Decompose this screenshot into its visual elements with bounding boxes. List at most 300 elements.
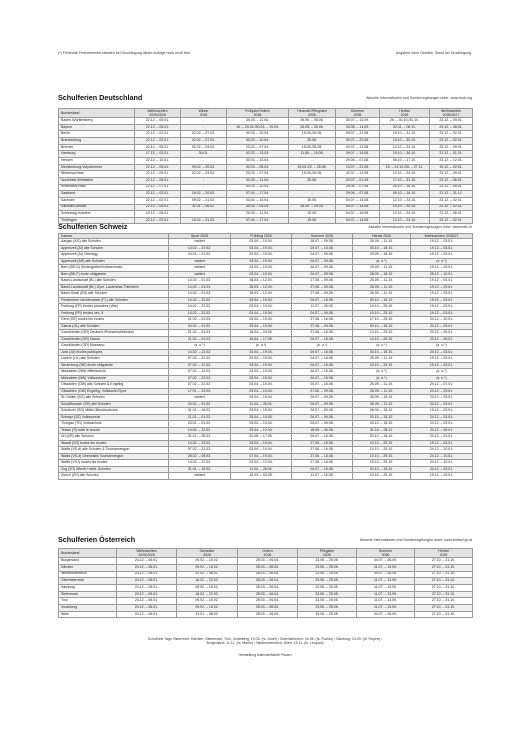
holiday-dates-cell: 19.12. – 03.01.: [411, 284, 473, 291]
holiday-dates-cell: 30.03. – 11.04.: [227, 177, 289, 184]
holiday-dates-cell: 09.02. – 15.02.: [177, 598, 238, 605]
holiday-dates-cell: 21.12. – 02.01.: [430, 204, 473, 211]
holiday-dates-cell: 03.10. – 18.10.: [353, 421, 411, 428]
holiday-dates-cell: 27.10. – 31.10.: [415, 598, 473, 605]
footnote-line: Schulfreie Tage Österreich: Kärnten, Steiermark, Tirol, Vorarlberg: 19.03. (hl. Josef) / Oberösterreich: 04.05. (hl. Florian) / Salzburg: 24.09. (hl. Rupert) /: [147, 637, 383, 641]
table-row: [59, 151, 473, 158]
header-label: 2026: [263, 553, 272, 558]
holiday-dates-cell: 03.04. – 19.04.: [231, 245, 292, 252]
holiday-dates-cell: 26.05. – 05.06.: [289, 118, 336, 125]
holiday-dates-cell: (s. u.*): [411, 375, 473, 382]
holiday-dates-cell: -: [181, 124, 227, 131]
holiday-dates-cell: 07.02. – 22.02.: [169, 362, 231, 369]
switzerland-info-link[interactable]: Aktuelle Informationen und Sonderregelungen unter: www.edk.ch: [368, 225, 472, 230]
holiday-dates-cell: 02.11. – 06.11.: [380, 124, 430, 131]
holiday-dates-cell: 23.05. – 25.05.: [298, 605, 357, 612]
holiday-dates-cell: 23.12. – 02.01.: [430, 217, 473, 224]
holiday-dates-cell: 14.02. – 22.02.: [169, 349, 231, 356]
austria-header-row: [59, 549, 473, 558]
holiday-dates-cell: 27.06. – 16.08.: [292, 460, 353, 467]
switzerland-section-header: [58, 223, 472, 230]
holiday-dates-cell: 30.01.: [181, 151, 227, 158]
holiday-dates-cell: 03.04. – 19.04.: [231, 447, 292, 454]
holiday-dates-cell: 11.07. – 13.09.: [357, 598, 415, 605]
holiday-dates-cell: 15.05.: [289, 197, 336, 204]
table-row: [59, 473, 473, 480]
holiday-dates-cell: 02.02. – 03.02.: [181, 144, 227, 151]
holiday-dates-cell: 24.01. – 01.02.: [169, 252, 231, 259]
holiday-dates-cell: 23.12. – 08.01.: [430, 184, 473, 191]
header-label: Winter: [198, 109, 209, 113]
region-name-cell: St. Gallen (SG) alle Schulen: [59, 395, 169, 402]
holiday-dates-cell: 22.12. – 10.01.: [135, 158, 181, 165]
holiday-dates-cell: 19.10. – 30.10.: [380, 151, 430, 158]
region-name-cell: Saarland: [59, 191, 135, 198]
holiday-dates-cell: (s. u.*): [169, 343, 231, 350]
holiday-dates-cell: 04.07. – 16.08.: [292, 369, 353, 376]
holiday-dates-cell: 11.07. – 13.09.: [357, 591, 415, 598]
holiday-dates-cell: 03.04. – 19.04.: [231, 440, 292, 447]
header-label: Semester: [199, 549, 215, 553]
region-name-cell: Wallis (VS-d) Oberwallis Touristenregion: [59, 453, 169, 460]
header-label: 2026: [199, 113, 208, 118]
holiday-dates-cell: 15.10. – 25.10.: [353, 460, 411, 467]
region-name-cell: Fürstentum Liechtenstein (FL) alle Schulen: [59, 297, 169, 304]
holiday-dates-cell: 23.12. – 02.01.: [430, 138, 473, 145]
holiday-dates-cell: 09.02. – 15.02.: [177, 558, 238, 565]
holiday-dates-cell: 24.12. – 06.01.: [117, 605, 177, 612]
holiday-dates-cell: 04.07. – 09.08.: [292, 265, 353, 272]
holiday-dates-cell: 02.07. – 12.08.: [336, 171, 380, 178]
holiday-dates-cell: 19.12. – 03.01.: [411, 239, 473, 246]
holiday-dates-cell: (s. u.*): [411, 369, 473, 376]
holiday-dates-cell: -: [289, 158, 336, 165]
header-label: Ostern: [262, 549, 273, 553]
holiday-dates-cell: (s. u.*): [353, 258, 411, 265]
holiday-dates-cell: 24.12. – 06.01.: [117, 584, 177, 591]
holiday-dates-cell: 05.10. – 16.10.: [380, 191, 430, 198]
table-row: [59, 564, 473, 571]
region-name-cell: Nidwalden (NW) Volksschule: [59, 375, 169, 382]
region-name-cell: Salzburg: [59, 584, 117, 591]
region-name-cell: Baden-Württemberg: [59, 118, 135, 125]
holiday-dates-cell: 28.03. – 06.04.: [238, 564, 298, 571]
header-label: 2026: [381, 553, 390, 558]
holiday-dates-cell: 31.01. – 16.02.: [169, 408, 231, 415]
table-row: [59, 138, 473, 145]
germany-title: Schulferien Deutschland: [58, 93, 143, 102]
holiday-dates-cell: 26.03. – 11.04.: [227, 211, 289, 218]
holiday-dates-cell: 24.12. – 06.01.: [117, 591, 177, 598]
header-label: Sommer: [378, 549, 393, 553]
region-name-cell: Basel-Landschaft (BL) alle Schulen: [59, 278, 169, 285]
holiday-dates-cell: 07.02. – 22.02.: [169, 369, 231, 376]
holiday-dates-cell: variiert: [169, 473, 231, 480]
holiday-dates-cell: 23.12. – 06.01.: [430, 177, 473, 184]
holiday-dates-cell: 23.03. – 07.04.: [227, 144, 289, 151]
holiday-dates-cell: 03.04. – 19.04.: [231, 323, 292, 330]
holiday-dates-cell: 24.12. – 03.01.: [411, 421, 473, 428]
holiday-dates-cell: 25.04. – 10.05.: [231, 414, 292, 421]
holiday-dates-cell: 30.03. – 10.04.: [227, 138, 289, 145]
holiday-dates-cell: 24.12. – 06.01.: [117, 571, 177, 578]
region-name-cell: Solothurn (SO) Mittel-/Berufsschulen: [59, 408, 169, 415]
holiday-dates-cell: 26.09. – 11.10.: [353, 356, 411, 363]
austria-column-header: [59, 549, 117, 558]
holiday-dates-cell: variiert: [169, 239, 231, 246]
holiday-dates-cell: 23.05. – 25.05.: [298, 571, 357, 578]
holiday-dates-cell: 27.10. – 31.10.: [415, 611, 473, 618]
holiday-dates-cell: 04.07. – 14.08.: [336, 197, 380, 204]
holiday-dates-cell: 24.12. – 08.01.: [430, 124, 473, 131]
holiday-dates-cell: 24.12. – 03.01.: [411, 388, 473, 395]
region-name-cell: Hamburg: [59, 151, 135, 158]
holiday-dates-cell: 04.07. – 16.08.: [292, 375, 353, 382]
holiday-dates-cell: 24.01. – 01.02.: [169, 421, 231, 428]
holiday-dates-cell: 22.12. – 02.01.: [135, 138, 181, 145]
holiday-dates-cell: 24.12. – 10.01.: [411, 447, 473, 454]
header-label: 2025/2026: [138, 553, 155, 558]
holiday-dates-cell: 19.12. – 03.01.: [411, 278, 473, 285]
holiday-dates-cell: (s. u.*): [292, 343, 353, 350]
holiday-dates-cell: 24.12. – 03.01.: [411, 401, 473, 408]
holiday-dates-cell: 10.10. – 25.10.: [353, 440, 411, 447]
holiday-dates-cell: 31.01. – 08.02.: [169, 434, 231, 441]
holiday-dates-cell: 27.06. – 09.08.: [292, 284, 353, 291]
holiday-dates-cell: 10.10. – 25.10.: [353, 362, 411, 369]
holiday-dates-cell: 04.07. – 16.08.: [292, 297, 353, 304]
holiday-dates-cell: 27.10. – 31.10.: [415, 578, 473, 585]
holiday-dates-cell: 21.12. – 01.01.: [430, 151, 473, 158]
header-label: Bundesland: [61, 551, 80, 556]
holiday-dates-cell: 19.12. – 03.01.: [411, 362, 473, 369]
holiday-dates-cell: 30.03. – 04.04.: [227, 204, 289, 211]
holiday-dates-cell: 03.08. – 14.09.: [336, 124, 380, 131]
region-name-cell: Brandenburg: [59, 138, 135, 145]
holiday-dates-cell: 09.07. – 19.08.: [336, 151, 380, 158]
germany-holiday-table: [58, 108, 473, 224]
holiday-dates-cell: 26.09. – 11.10.: [353, 284, 411, 291]
austria-column-header: [357, 549, 415, 558]
holiday-dates-cell: 25.12. – 10.01.: [411, 271, 473, 278]
holiday-dates-cell: 27.06. – 16.08.: [292, 317, 353, 324]
holiday-dates-cell: 04.07. – 09.08.: [292, 258, 353, 265]
table-row: [59, 197, 473, 204]
holiday-dates-cell: 10.10. – 25.10.: [353, 336, 411, 343]
holiday-dates-cell: 02.03. – 13.03.: [227, 151, 289, 158]
region-name-cell: Burgenland: [59, 558, 117, 565]
germany-table-body: [59, 118, 473, 224]
holiday-dates-cell: 28.03. – 06.04.: [238, 558, 298, 565]
holiday-dates-cell: (s. u.*): [411, 258, 473, 265]
holiday-dates-cell: 03.04. – 19.04.: [231, 369, 292, 376]
region-name-cell: Uri (UR) alle Schulen: [59, 434, 169, 441]
holiday-dates-cell: 11.04. – 26.04.: [231, 466, 292, 473]
holiday-dates-cell: 16.02. – 21.02.: [181, 217, 227, 224]
header-label: Frühjahr/Ostern: [245, 109, 270, 113]
table-row: [59, 584, 473, 591]
region-name-cell: Appenzell (AI) alle Schulen: [59, 245, 169, 252]
header-label: 2025/2026: [149, 113, 166, 118]
holiday-dates-cell: 04.07. – 09.08.: [292, 414, 353, 421]
holiday-dates-cell: 23.12. – 09.01.: [430, 144, 473, 151]
holiday-dates-cell: 12.10. – 24.10.: [380, 217, 430, 224]
holiday-dates-cell: 22.12. – 05.01.: [135, 164, 181, 171]
holiday-dates-cell: 12.10. – 24.10.: [380, 144, 430, 151]
holiday-dates-cell: 24.12. – 06.01.: [117, 598, 177, 605]
table-row: [59, 598, 473, 605]
holiday-dates-cell: 26.09. – 18.10.: [353, 408, 411, 415]
holiday-dates-cell: 03.04. – 19.04.: [231, 252, 292, 259]
region-name-cell: Hessen: [59, 158, 135, 165]
holiday-dates-cell: 03.04. – 19.04.: [231, 317, 292, 324]
holiday-dates-cell: 19.12. – 03.01.: [411, 297, 473, 304]
table-row: [59, 191, 473, 198]
holiday-dates-cell: 24.12. – 03.01.: [411, 349, 473, 356]
holiday-dates-cell: 22.12. – 02.01.: [135, 191, 181, 198]
header-label: Herbst: [438, 549, 449, 553]
region-name-cell: Zürich (ZH) alle Schulen: [59, 473, 169, 480]
holiday-dates-cell: 23.12. – 05.01.: [411, 330, 473, 337]
header-label: Herbst: [399, 109, 410, 113]
germany-section-header: [58, 94, 472, 101]
holiday-dates-cell: 03.04. – 12.04.: [231, 460, 292, 467]
holiday-dates-cell: 03.04. – 19.04.: [231, 395, 292, 402]
header-label: 2026: [203, 553, 211, 558]
region-name-cell: Freiburg (FR) écoles sec. II: [59, 310, 169, 317]
holiday-dates-cell: 09.07. – 22.08.: [336, 138, 380, 145]
holiday-dates-cell: -: [289, 184, 336, 191]
holiday-dates-cell: 04.07. – 06.09.: [357, 571, 415, 578]
holiday-dates-cell: -: [181, 211, 227, 218]
holiday-dates-cell: 10.10. – 25.10.: [353, 310, 411, 317]
footnote-line: Burgenland: 11.11. (hl. Martin) / Niederösterreich, Wien: 15.11. (hl. Leopold): [206, 641, 324, 646]
header-label: Herbst 2026: [371, 234, 392, 238]
holiday-dates-cell: 17.12. – 02.01.: [135, 151, 181, 158]
holiday-dates-cell: 16. – 20.02./30.03. – 10.04.: [227, 124, 289, 131]
holiday-dates-cell: 27.10. – 31.10.: [415, 571, 473, 578]
austria-column-header: [177, 549, 238, 558]
holiday-dates-cell: 09.02. – 15.02.: [177, 584, 238, 591]
holiday-dates-cell: 24.01. – 01.02.: [169, 323, 231, 330]
holiday-dates-cell: 22.12. – 05.01.: [135, 124, 181, 131]
holiday-dates-cell: 09.02. – 15.02.: [177, 564, 238, 571]
holiday-dates-cell: 14.02. – 22.02.: [169, 310, 231, 317]
holiday-dates-cell: 23.05. – 25.05.: [298, 558, 357, 565]
germany-info-link[interactable]: Aktuelle Informationen und Sonderregelungen unter: www.kmk.org: [366, 96, 472, 101]
holiday-dates-cell: 23.12. – 12.01.: [430, 158, 473, 165]
region-name-cell: Schwyz (SZ) Volksschule: [59, 414, 169, 421]
holiday-dates-cell: 14.02. – 01.03.: [169, 291, 231, 298]
holiday-dates-cell: 02.02. – 07.02.: [181, 131, 227, 138]
holiday-dates-cell: 19.12. – 03.01.: [411, 408, 473, 415]
holiday-dates-cell: 12.10. – 24.10.: [380, 197, 430, 204]
holiday-dates-cell: 02.02. – 08.02.: [177, 571, 238, 578]
holiday-dates-cell: variiert: [169, 271, 231, 278]
holiday-dates-cell: 03.10. – 18.10.: [353, 323, 411, 330]
holiday-dates-cell: 10.10. – 25.10.: [353, 447, 411, 454]
holiday-dates-cell: 03.04. – 19.04.: [231, 421, 292, 428]
holiday-dates-cell: 04.07. – 06.09.: [357, 558, 415, 565]
table-row: [59, 171, 473, 178]
holiday-dates-cell: 14.02. – 01.03.: [169, 284, 231, 291]
region-name-cell: Berlin: [59, 131, 135, 138]
holiday-dates-cell: 11.07. – 13.09.: [357, 564, 415, 571]
region-name-cell: Graubünden (GR) Deutsch-/Romanischbünden: [59, 330, 169, 337]
holiday-dates-cell: (s. u.*): [231, 343, 292, 350]
header-label: Sommer: [350, 109, 365, 113]
austria-column-header: [238, 549, 298, 558]
holiday-dates-cell: 23.05. – 25.05.: [298, 598, 357, 605]
holiday-dates-cell: 04.07. – 14.08.: [336, 217, 380, 224]
header-label: 2026: [353, 113, 362, 118]
holiday-dates-cell: 21.02. – 01.03.: [169, 336, 231, 343]
holiday-dates-cell: 22.12. – 05.01.: [135, 171, 181, 178]
holiday-dates-cell: 27.10. – 31.10.: [415, 558, 473, 565]
holiday-dates-cell: 16.02. – 22.02.: [177, 591, 238, 598]
holiday-dates-cell: 03.04. – 19.04.: [231, 382, 292, 389]
holiday-dates-cell: 24.12. – 03.01.: [411, 466, 473, 473]
holiday-dates-cell: 31.10. – 08.11.: [353, 427, 411, 434]
switzerland-table-body: [59, 239, 473, 480]
holiday-dates-cell: (s. u.*): [353, 375, 411, 382]
region-name-cell: Luzern (LU) alle Schulen: [59, 356, 169, 363]
holiday-dates-cell: 04.07. – 09.08.: [292, 252, 353, 259]
region-name-cell: Tessin (TI) tutte le scuole: [59, 427, 169, 434]
holiday-dates-cell: 23.12. – 05.01.: [411, 336, 473, 343]
holiday-dates-cell: 11.07. – 13.09.: [357, 584, 415, 591]
holiday-dates-cell: 30.07. – 12.09.: [336, 118, 380, 125]
holiday-dates-cell: 21.12. – 06.01.: [430, 211, 473, 218]
holiday-dates-cell: 27.06. – 09.08.: [292, 278, 353, 285]
table-row: [59, 177, 473, 184]
region-name-cell: Appenzell (AR) alle Schulen: [59, 258, 169, 265]
region-name-cell: Aargau (AG) alle Schulen: [59, 239, 169, 246]
holiday-dates-cell: 28.03. – 06.04.: [238, 571, 298, 578]
holiday-dates-cell: 19.12. – 03.01.: [411, 310, 473, 317]
holiday-dates-cell: 24.12. – 06.01.: [411, 427, 473, 434]
switzerland-holiday-table: [58, 233, 473, 480]
holiday-dates-cell: 07.04. – 17.04.: [227, 191, 289, 198]
holiday-dates-cell: 03.04. – 19.04.: [231, 271, 292, 278]
holiday-dates-cell: 24.12. – 06.01.: [117, 558, 177, 565]
austria-title: Schulferien Österreich: [58, 535, 136, 544]
holiday-dates-cell: 29.06. – 07.08.: [336, 191, 380, 198]
holiday-dates-cell: 11.07. – 16.08.: [292, 473, 353, 480]
germany-column-header: [181, 109, 227, 118]
region-name-cell: Schleswig-Holstein: [59, 211, 135, 218]
holiday-dates-cell: 23.03. – 07.04.: [227, 171, 289, 178]
header-label: 2026: [400, 113, 409, 118]
holiday-dates-cell: 27.10. – 31.10.: [415, 584, 473, 591]
region-name-cell: Wallis (VS-d) alle Schulen & Touristenregion: [59, 447, 169, 454]
table-row: [59, 558, 473, 565]
austria-info-link[interactable]: Aktuelle Informationen und Sonderregelungen unter: www.bmbwf.gv.at: [359, 538, 472, 543]
holiday-dates-cell: 27.06. – 16.08.: [292, 330, 353, 337]
austria-column-header: [298, 549, 357, 558]
holiday-dates-cell: 03.10. – 18.10.: [353, 434, 411, 441]
region-name-cell: Basel-Landschaft (BL) Gym. Laufenthal-Thierstein: [59, 284, 169, 291]
holiday-dates-cell: 23.05. – 25.05.: [298, 611, 357, 618]
production-credit: Herstellung Kalenderfabrik Plauen: [238, 653, 292, 657]
holiday-dates-cell: 19.12. – 03.01.: [411, 245, 473, 252]
holiday-dates-cell: 04.07. – 09.08.: [292, 408, 353, 415]
holiday-dates-cell: 23.12. – 09.01.: [430, 171, 473, 178]
holiday-dates-cell: 19.12. – 03.01.: [411, 473, 473, 480]
holiday-dates-cell: 15.05.: [289, 217, 336, 224]
holiday-dates-cell: 05.10. – 17.10.: [380, 158, 430, 165]
header-label: Weihnachten: [147, 109, 168, 113]
holiday-dates-cell: 04.07. – 16.08.: [292, 466, 353, 473]
holiday-dates-cell: 30.03. – 08.04.: [227, 164, 289, 171]
holiday-dates-cell: 16.02. – 20.02.: [181, 191, 227, 198]
holiday-dates-cell: 15. – 24.10./26. – 27.11.: [380, 164, 430, 171]
holiday-dates-cell: 02.02. – 07.02.: [181, 138, 227, 145]
holiday-dates-cell: 18.07. – 09.08.: [292, 239, 353, 246]
holiday-dates-cell: 28.03. – 06.04.: [238, 605, 298, 612]
holiday-dates-cell: -: [181, 118, 227, 125]
region-name-cell: Wallis (VS-f) toutes les écoles: [59, 460, 169, 467]
region-name-cell: Bern (BE-F) école obligatoire: [59, 271, 169, 278]
holiday-dates-cell: 09.02. – 21.02.: [181, 197, 227, 204]
region-name-cell: Glarus (GL) alle Schulen: [59, 323, 169, 330]
holiday-dates-cell: 29.06. – 07.08.: [336, 184, 380, 191]
holiday-dates-cell: 23.05. – 25.05.: [298, 584, 357, 591]
holiday-dates-cell: 03.10. – 18.10.: [353, 349, 411, 356]
holiday-dates-cell: 07.02. – 22.02.: [169, 375, 231, 382]
holiday-dates-cell: 19.10. – 30.10.: [380, 138, 430, 145]
holiday-dates-cell: 13.07. – 22.08.: [336, 164, 380, 171]
header-label: 2026: [253, 113, 262, 118]
germany-column-header: [135, 109, 181, 118]
holiday-dates-cell: 27.10. – 31.10.: [415, 591, 473, 598]
holiday-dates-cell: 23.12. – 02.01.: [430, 197, 473, 204]
holiday-dates-cell: 14.02. – 22.02.: [169, 460, 231, 467]
holiday-dates-cell: (s. u.*): [353, 343, 411, 350]
holiday-dates-cell: 28.03. – 06.04.: [238, 598, 298, 605]
switzerland-title: Schulferien Schweiz: [58, 222, 128, 231]
holiday-dates-cell: 03.04. – 19.04.: [231, 304, 292, 311]
holiday-dates-cell: 28.03. – 06.04.: [238, 578, 298, 585]
holiday-dates-cell: 10.10. – 25.10.: [353, 453, 411, 460]
holiday-dates-cell: 15.05./26.05.: [289, 144, 336, 151]
germany-column-header: [227, 109, 289, 118]
holiday-dates-cell: 03.04. – 19.04.: [231, 408, 292, 415]
holiday-dates-cell: 04.07. – 09.08.: [292, 395, 353, 402]
holiday-dates-cell: variiert: [169, 258, 231, 265]
holiday-dates-cell: 04.07. – 09.08.: [292, 421, 353, 428]
holiday-dates-cell: 19.12. – 03.01.: [411, 304, 473, 311]
region-name-cell: Thüringen: [59, 217, 135, 224]
holiday-dates-cell: 19.10. – 31.10.: [380, 131, 430, 138]
holiday-dates-cell: (s. u.*): [411, 343, 473, 350]
austria-holiday-table: [58, 548, 473, 618]
holiday-dates-cell: 19.12. – 03.01.: [411, 440, 473, 447]
holiday-dates-cell: 22.12. – 05.01.: [135, 204, 181, 211]
holiday-dates-cell: 23.05. – 25.05.: [298, 578, 357, 585]
holiday-dates-cell: 03.04. – 19.04.: [231, 265, 292, 272]
holiday-dates-cell: 10.10. – 25.10.: [353, 330, 411, 337]
table-row: [59, 131, 473, 138]
holiday-dates-cell: 22.12. – 06.01.: [135, 177, 181, 184]
holiday-dates-cell: 16.02. – 22.02.: [177, 578, 238, 585]
holiday-dates-cell: 04.07. – 09.08.: [292, 271, 353, 278]
holiday-dates-cell: 14.02. – 01.03.: [169, 278, 231, 285]
holiday-dates-cell: 24.12. – 03.01.: [411, 323, 473, 330]
holiday-dates-cell: 26.09. – 11.10.: [353, 382, 411, 389]
table-row: [59, 164, 473, 171]
region-name-cell: Basel-Stadt (BS) alle Schulen: [59, 291, 169, 298]
